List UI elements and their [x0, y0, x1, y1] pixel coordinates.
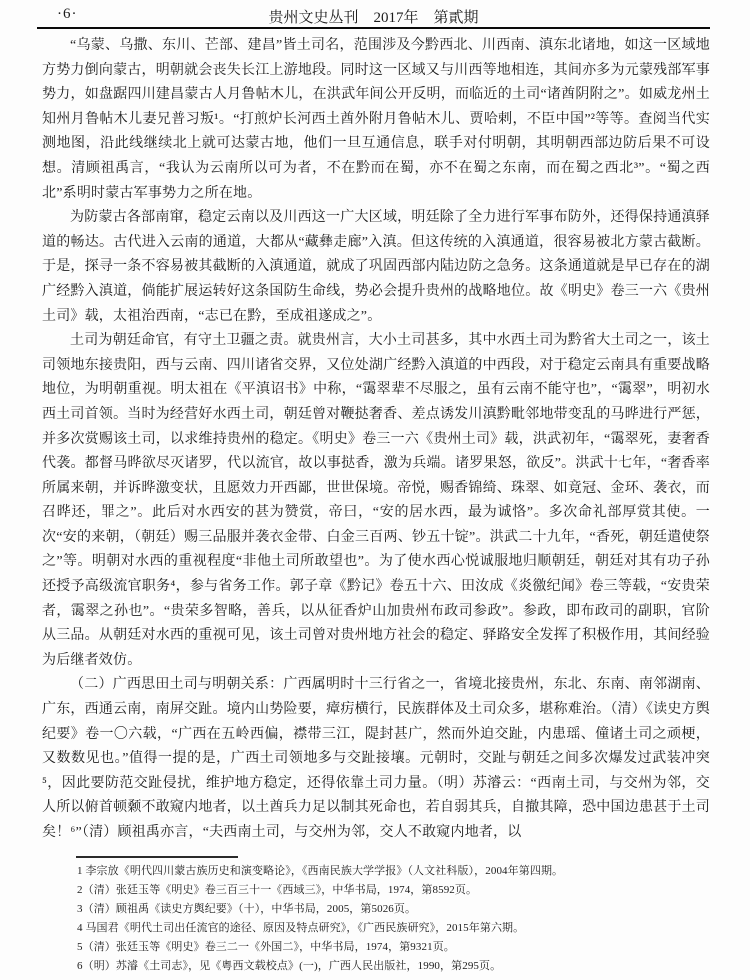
page-number: ·6·: [57, 6, 78, 22]
paragraph: 为防蒙古各部南窜，稳定云南以及川西这一广大区域，明廷除了全力进行军事布防外，还得保持通滇驿道的畅达。古代进入云南的通道，大都从“藏彝走廊”入滇。但这传统的入滇通道，很容易被北方蒙古截断。于是，探寻一条不容易被其截断的入滇通道，就成了巩固西部内陆边防之急务。这条通道就是早已存在的湖广经黔入滇道，倘能扩展运转好这条国防生命线，势必会提升贵州的战略地位。故《明史》卷三一六《贵州土司》载，太祖治西南，“志已在黔，至成祖遂成之”。: [42, 210, 710, 324]
footnotes: [77, 862, 717, 976]
footnote: 2（清）张廷玉等《明史》卷三百三十一《西域三》，中华书局，1974，第8592页。: [77, 884, 478, 896]
header-divider: [37, 27, 710, 29]
page-header: [37, 6, 710, 26]
footnote: 6（明）苏濬《土司志》，见《粤西文载校点》(一)，广西人民出版社，1990，第295页。: [77, 960, 502, 972]
footnote: 3（清）顾祖禹《读史方舆纪要》（十），中华书局，2005，第5026页。: [77, 903, 417, 915]
paragraph: “乌蒙、乌撒、东川、芒部、建昌”皆土司名，范围涉及今黔西北、川西南、滇东北诸地，如这一区域地方势力倒向蒙古，明朝就会丧失长江上游地段。同时这一区域又与川西等地相连，其间亦多为元蒙残部军事势力，如盘踞四川建昌蒙古人月鲁帖木儿，在洪武年间公开反明，而临近的土司“诸酋阴附之”。如威龙州土知州月鲁帖木儿妻兄普习叛¹。“打煎炉长河西土酋外附月鲁帖木儿、贾哈剌，不臣中国”²等等。查阅当代实测地图，沿此线继续北上就可达蒙古地，他们一旦互通信息，联手对付明朝，其明朝西部边防后果不可设想。清顾祖禹言，“我认为云南所以可为者，不在黔而在蜀，亦不在蜀之东南，而在蜀之西北³”。“蜀之西北”系明时蒙古军事势力之所在地。: [42, 38, 710, 201]
footnote-divider: [76, 856, 238, 858]
footnote: 4 马国君《明代土司出任流官的途径、原因及特点研究》，《广西民族研究》，2015年第六期。: [77, 922, 525, 934]
footnote: 5（清）张廷玉等《明史》卷三二一《外国二》，中华书局，1974，第9321页。: [77, 941, 455, 953]
article-body: [42, 34, 710, 846]
footnote: 1 李宗放《明代四川蒙古族历史和演变略论》，《西南民族大学学报》（人文社科版），2004年第四期。: [77, 865, 564, 877]
paragraph: 土司为朝廷命官，有守土卫疆之责。就贵州言，大小土司甚多，其中水西土司为黔省大土司之一，该土司领地东接贵阳，西与云南、四川诸省交界，又位处湖广经黔入滇道的中西段，对于稳定云南具有重要战略地位，为明朝重视。明太祖在《平滇诏书》中称，“霭翠辈不尽服之，虽有云南不能守也”，“霭翠”，明初水西土司首领。当时为经营好水西土司，朝廷曾对鞭挞奢香、差点诱发川滇黔毗邻地带变乱的马晔进行严惩，并多次赏赐该土司，以求维持贵州的稳定。《明史》卷三一六《贵州土司》载，洪武初年，“霭翠死，妻奢香代袭。都督马晔欲尽灭诸罗，代以流官，故以事挞香，激为兵端。诸罗果怒，欲反”。洪武十七年，“奢香率所属来朝，并诉晔激变状，且愿效力开西鄙，世世保境。帝悦，赐香锦绮、珠翠、如竟冠、金环、袭衣，而召晔还，罪之”。此后对水西安的甚为赞赏，帝曰，“安的居水西，最为诚恪”。多次命礼部厚赏其使。一次“安的来朝，（朝廷）赐三品服并袭衣金带、白金三百两、钞五十锭”。洪武二十九年，“香死，朝廷遣使祭之”等。明朝对水西的重视程度“非他土司所敢望也”。为了使水西心悦诚服地归顺朝廷，朝廷对其有功子孙还授予高级流官职务⁴，参与省务工作。郭子章《黔记》卷五十六、田汝成《炎徼纪闻》卷三等载，“安贵荣者，霭翠之孙也”。“贵荣多智略，善兵，以从征香炉山加贵州布政司参政”。参政，即布政司的副职，官阶从三品。从朝廷对水西的重视可见，该土司曾对贵州地方社会的稳定、驿路安全发挥了积极作用，其间经验为后继者效仿。: [42, 333, 710, 668]
journal-title: 贵州文史丛刊 2017年 第貳期: [268, 10, 479, 26]
paragraph: （二）广西思田土司与明朝关系：广西属明时十三行省之一，省境北接贵州，东北、东南、南邻湖南、广东，西通云南，南屏交趾。境内山势险要，瘴疠横行，民族群体及土司众多，堪称难治。（清）《读史方舆纪要》卷一〇六载，“广西在五岭西偏，襟带三江，隄封甚广，然而外迫交趾，内患瑶、僮诸土司之顽梗，又数数见也。”值得一提的是，广西土司领地多与交趾接壤。元朝时，交趾与朝廷之间多次爆发过武装冲突⁵，因此要防范交趾侵扰，维护地方稳定，还得依靠土司力量。（明）苏濬云：“西南土司，与交州为邻，交人所以俯首顿颡不敢窥内地者，以土酋兵力足以制其死命也，若自弱其兵，自撤其障，恐中国边患甚于土司矣！⁶”（清）顾祖禹亦言，“夫西南土司，与交州为邻，交人不敢窥内地者，以: [42, 677, 710, 840]
